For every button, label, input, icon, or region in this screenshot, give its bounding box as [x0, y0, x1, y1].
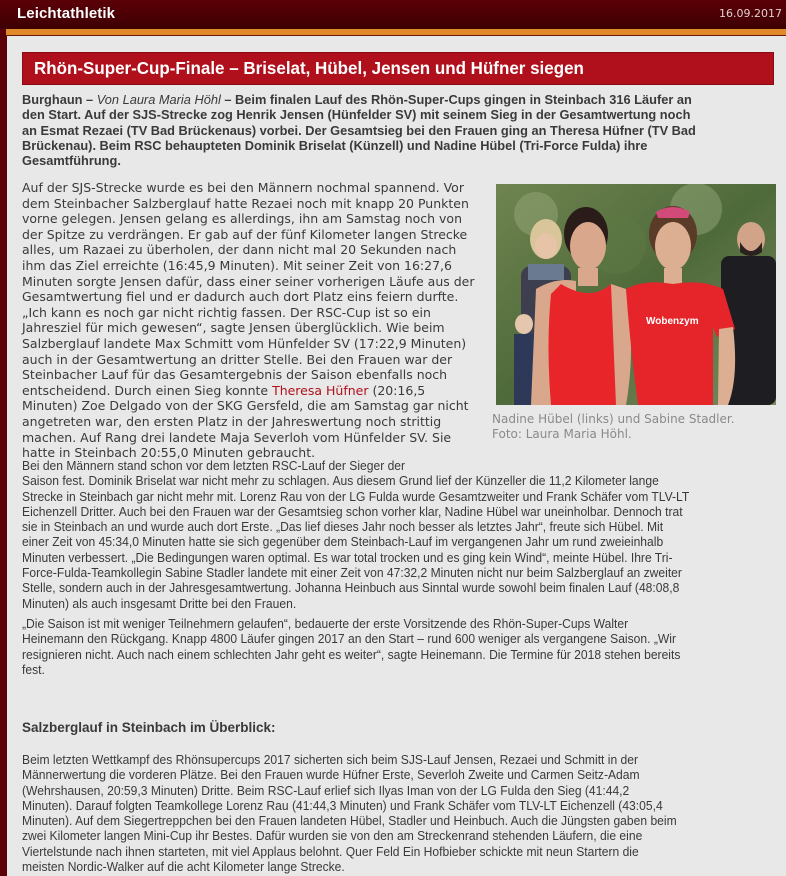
text-line: Gesamtwertung fiel und er dadurch auch dort Platz eins feiern durfte. — [22, 289, 459, 305]
text-line: hatte in Steinbach 20:55,0 Minuten gebraucht. — [22, 445, 316, 461]
paragraph-1 — [22, 180, 475, 461]
text-line: Beim letzten Wettkampf des Rhönsupercups 2017 sicherten sich beim SJS-Lauf Jensen, Rezaei und Schmitt in der — [22, 752, 639, 767]
lead-line: Gesamtführung. — [22, 153, 121, 169]
text-line: resignieren nicht. Auch nach einem schlechten Jahr geht es weiter“, sagte Heinemann. Die Termine für 2018 stehen bereits — [22, 646, 681, 662]
text-line: der Spitze zu verdrängen. Er gab auf der fünf Kilometer langen Strecke — [22, 226, 468, 242]
text-line: Stelle, sondern auch in der Jahresgesamtwertung. Johanna Heinbuch aus Sinntal wurde sowohl beim finalen Lauf (48:08,8 — [22, 580, 680, 596]
publish-date: 16.09.2017 — [719, 7, 782, 20]
text-line: Salzberglauf landete Max Schmitt vom Hünfelder SV (17:22,9 Minuten) — [22, 335, 467, 351]
text-line: Minuten) Zoe Delgado von der SKG Gersfeld, die am Samstag gar nicht — [22, 398, 469, 414]
article-title-banner — [22, 52, 774, 85]
text-line: machen. Auf Rang drei landete Maja Severloh vom Hünfelder SV. Sie — [22, 429, 452, 445]
lead-line: den Start. Auf der SJS-Strecke zog Henrik Jensen (Hünfelder SV) mit seinem Sieg in der Gesamtwertung noch — [22, 107, 691, 123]
text-line: Minuten verbessert. „Die Bedingungen waren optimal. Es war total trocken und es ging kein Wind“, meinte Hübel. Ihre Tri- — [22, 549, 673, 565]
text-line: sie in Steinbach an und wurde auch dort Erste. „Das lief dieses Jahr noch besser als letztes Jahr“, freute sich Hübel. Mit — [22, 519, 664, 535]
caption-line: Nadine Hübel (links) und Sabine Stadler. — [492, 412, 735, 426]
text-line: Minuten sorgte Jensen dafür, dass einer seiner vorherigen Läufe aus der — [22, 273, 475, 289]
paragraph-2 — [22, 458, 689, 611]
text-line: Minuten) als auch insgesamt Dritte bei den Frauen. — [22, 595, 297, 611]
section-heading: Salzberglauf in Steinbach im Überblick: — [22, 720, 276, 735]
text-line: Minuten). Darauf folgten Teamkollege Lorenz Rau (41:44,3 Minuten) und Frank Schäfer vom TLV-LT Eichenzell (43:05,4 — [22, 797, 663, 813]
category-title[interactable]: Leichtathletik — [17, 5, 116, 22]
text-line: Force-Fulda-Teamkollegin Sabine Stadler landete mit einer Zeit von 47:32,2 Minuten nicht nur beim Salzberglauf an zweiter — [22, 565, 682, 581]
lead-place: Burghaun – — [22, 92, 97, 107]
text-line: Steinbacher Lauf für das Gesamtergebnis der Saison ebenfalls noch — [22, 367, 448, 383]
text-line: meisten Nordic-Walker auf die acht Kilometer lange Strecke. — [22, 859, 345, 875]
text-line: (Wehrshausen, 20:59,3 Minuten) Dritte. Beim RSC-Lauf erlief sich Ilyas Iman von der LG Fulda den Sieg (41:44,2 — [22, 782, 630, 798]
text-line: Jahresziel für mich gewesen“, sagte Jensen überglücklich. Wie beim — [22, 320, 445, 336]
runners-photo-image — [496, 184, 776, 405]
category-header — [0, 0, 786, 29]
left-border — [0, 29, 7, 876]
paragraph-3 — [22, 616, 680, 677]
text-line: auch in der Gesamtwertung an dritter Stelle. Bei den Frauen war der — [22, 351, 453, 367]
text-line: alles, um Razaei zu überholen, der dann nicht mal 20 Sekunden nach — [22, 242, 457, 258]
text-line: dem Steinbacher Salzberglauf hatte Rezaei noch mit knapp 20 Punkten — [22, 195, 469, 211]
text-line: Minuten). Auf dem Siegertreppchen bei den Frauen landeten Hübel, Stadler und Heinbuch. Auch die Jüngsten gaben beim — [22, 813, 677, 829]
photo-caption — [492, 412, 735, 442]
text-line: (20:16,5 — [368, 382, 426, 398]
article-title: Rhön-Super-Cup-Finale – Briselat, Hübel, Jensen und Hüfner siegen — [34, 58, 584, 78]
lead-line: Brückenau). Beim RSC behaupteten Dominik Briselat (Künzell) und Nadine Hübel (Tri-Force Fulda) ihre — [22, 137, 648, 153]
text-line: fest. — [22, 661, 45, 677]
text-line: entscheidend. Durch einen Sieg konnte — [22, 382, 273, 398]
text-line: ihm das Ziel erreichte (16:45,9 Minuten). Mit seiner Zeit von 16:27,6 — [22, 257, 452, 273]
text-line: Männerwertung die vorderen Plätze. Bei den Frauen wurde Hüfner Erste, Severloh Zweite und Carmen Seitz-Adam — [22, 767, 640, 783]
text-line: „Ich kann es noch gar nicht richtig fassen. Der RSC-Cup ist so ein — [22, 304, 431, 320]
text-line: Eichenzell Dritter. Auch bei den Frauen war der Gesamtsieg schon vorher klar, Nadine Hübel war uneinholbar. Dennoch trat — [22, 503, 683, 519]
text-line: zwei Kilometer langen Mini-Cup ihr Bestes. Dafür wurden sie von den am Streckenrand stehenden Läufern, die eine — [22, 828, 643, 844]
text-line: Bei den Männern stand schon vor dem letzten RSC-Lauf der Sieger der — [22, 458, 406, 473]
text-line: angetreten war, den ersten Platz in der Jahreswertung noch strittig — [22, 413, 442, 429]
lead-line: an Esmat Rezaei (TV Bad Brückenaus) vorbei. Der Gesamtsieg bei den Frauen ging an Theresa Hüfner (TV Bad — [22, 122, 696, 138]
paragraph-4 — [22, 752, 677, 874]
accent-stripe — [6, 29, 786, 36]
article-photo[interactable] — [496, 184, 776, 405]
text-line: „Die Saison ist mit weniger Teilnehmern gelaufen“, bedauerte der erste Vorsitzende des Rhön-Super-Cups Walter — [22, 616, 629, 631]
lead-author: Von Laura Maria Höhl — [96, 92, 221, 107]
text-line: vorne gelegen. Jensen gelang es allerdings, ihn am Samstag noch von — [22, 211, 463, 227]
text-line: einer Zeit von 45:34,0 Minuten hatte sie sich gegenüber dem Steinbach-Lauf im vergangenen Jahr um rund zweieinhalb — [22, 534, 664, 550]
person-link-theresa-huefner[interactable]: Theresa Hüfner — [272, 382, 369, 398]
text-line: Saison fest. Dominik Briselat war nicht mehr zu schlagen. Aus diesem Grund lief der Künzeller die 11,2 Kilometer lange — [22, 473, 659, 489]
caption-credit: Foto: Laura Maria Höhl. — [492, 427, 632, 441]
text-line: Heinemann den Rückgang. Knapp 4800 Läufer gingen 2017 an den Start – rund 600 weniger als vergangene Saison. „Wir — [22, 631, 676, 647]
shirt-logo-text: Wobenzym — [646, 316, 699, 327]
lead-line: – Beim finalen Lauf des Rhön-Super-Cups gingen in Steinbach 316 Läufer an — [220, 92, 692, 107]
text-line: Strecke in Steinbach gar nicht mehr mit. Lorenz Rau von der LG Fulda wurde Gesamtzweiter und Frank Schäfer vom TLV-LT — [22, 488, 690, 504]
article-lead — [22, 92, 696, 168]
text-line: Viertelstunde nach ihnen starteten, mit viel Applaus belohnt. Quer Feld Ein Hofbieber schickte mit neun Startern die — [22, 843, 639, 859]
text-line: Auf der SJS-Strecke wurde es bei den Männern nochmal spannend. Vor — [22, 180, 464, 195]
